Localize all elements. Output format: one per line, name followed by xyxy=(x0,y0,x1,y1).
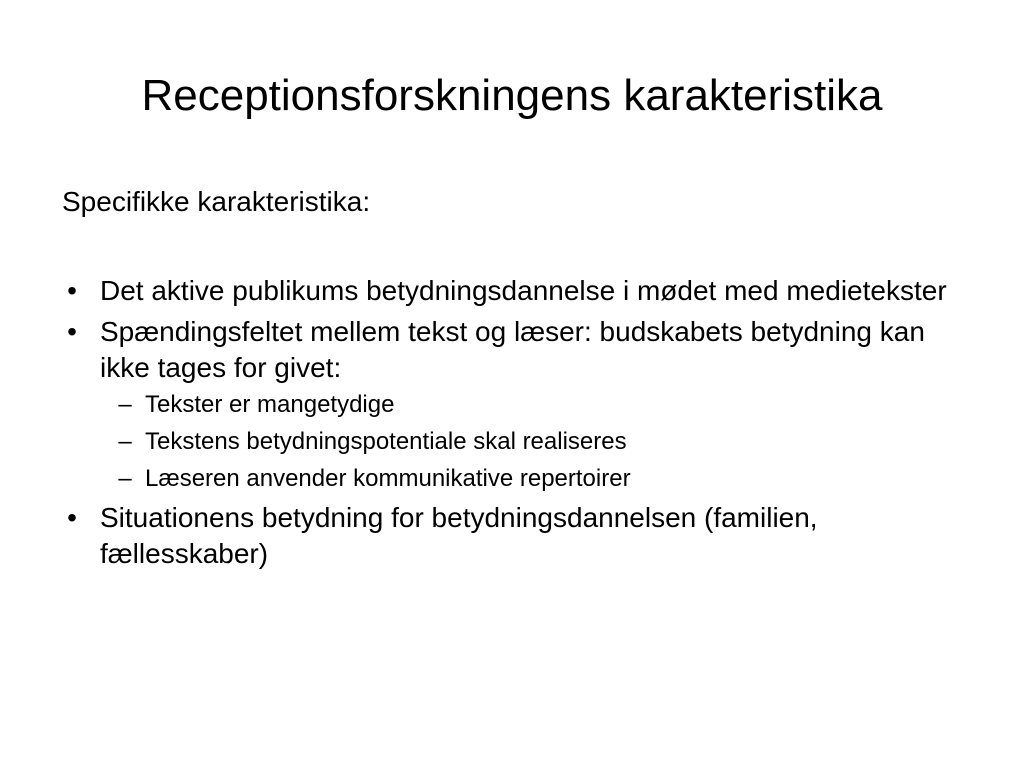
sub-bullet-item xyxy=(100,389,962,420)
intro-text: Specifikke karakteristika: xyxy=(62,186,371,217)
bullet-marker: • xyxy=(67,502,77,533)
bullet-marker: • xyxy=(67,316,77,347)
bullet-text: Spændingsfeltet mellem tekst og læser: budskabets betydning kan ikke tages for givet: xyxy=(100,316,925,383)
sub-bullet-text: Læseren anvender kommunikative repertoirer xyxy=(145,465,631,492)
bullet-text: Situationens betydning for betydningsdannelsen (familien, fællesskaber) xyxy=(100,502,818,569)
bullet-item xyxy=(62,273,962,309)
bullet-list xyxy=(62,273,962,577)
bullet-marker: • xyxy=(67,275,77,306)
sub-bullet-marker: – xyxy=(118,428,132,455)
slide-title: Receptionsforskningens karakteristika xyxy=(141,71,883,120)
bullet-text: Det aktive publikums betydningsdannelse i mødet med medietekster xyxy=(100,275,947,306)
sub-bullet-marker: – xyxy=(118,391,132,418)
bullet-item xyxy=(62,314,962,494)
sub-bullet-item xyxy=(100,426,962,457)
sub-bullet-text: Tekstens betydningspotentiale skal realiseres xyxy=(145,428,627,455)
bullet-item xyxy=(62,500,962,572)
sub-bullet-text: Tekster er mangetydige xyxy=(145,391,395,418)
sub-bullet-marker: – xyxy=(118,465,132,492)
sub-bullet-list xyxy=(100,389,962,494)
sub-bullet-item xyxy=(100,463,962,494)
